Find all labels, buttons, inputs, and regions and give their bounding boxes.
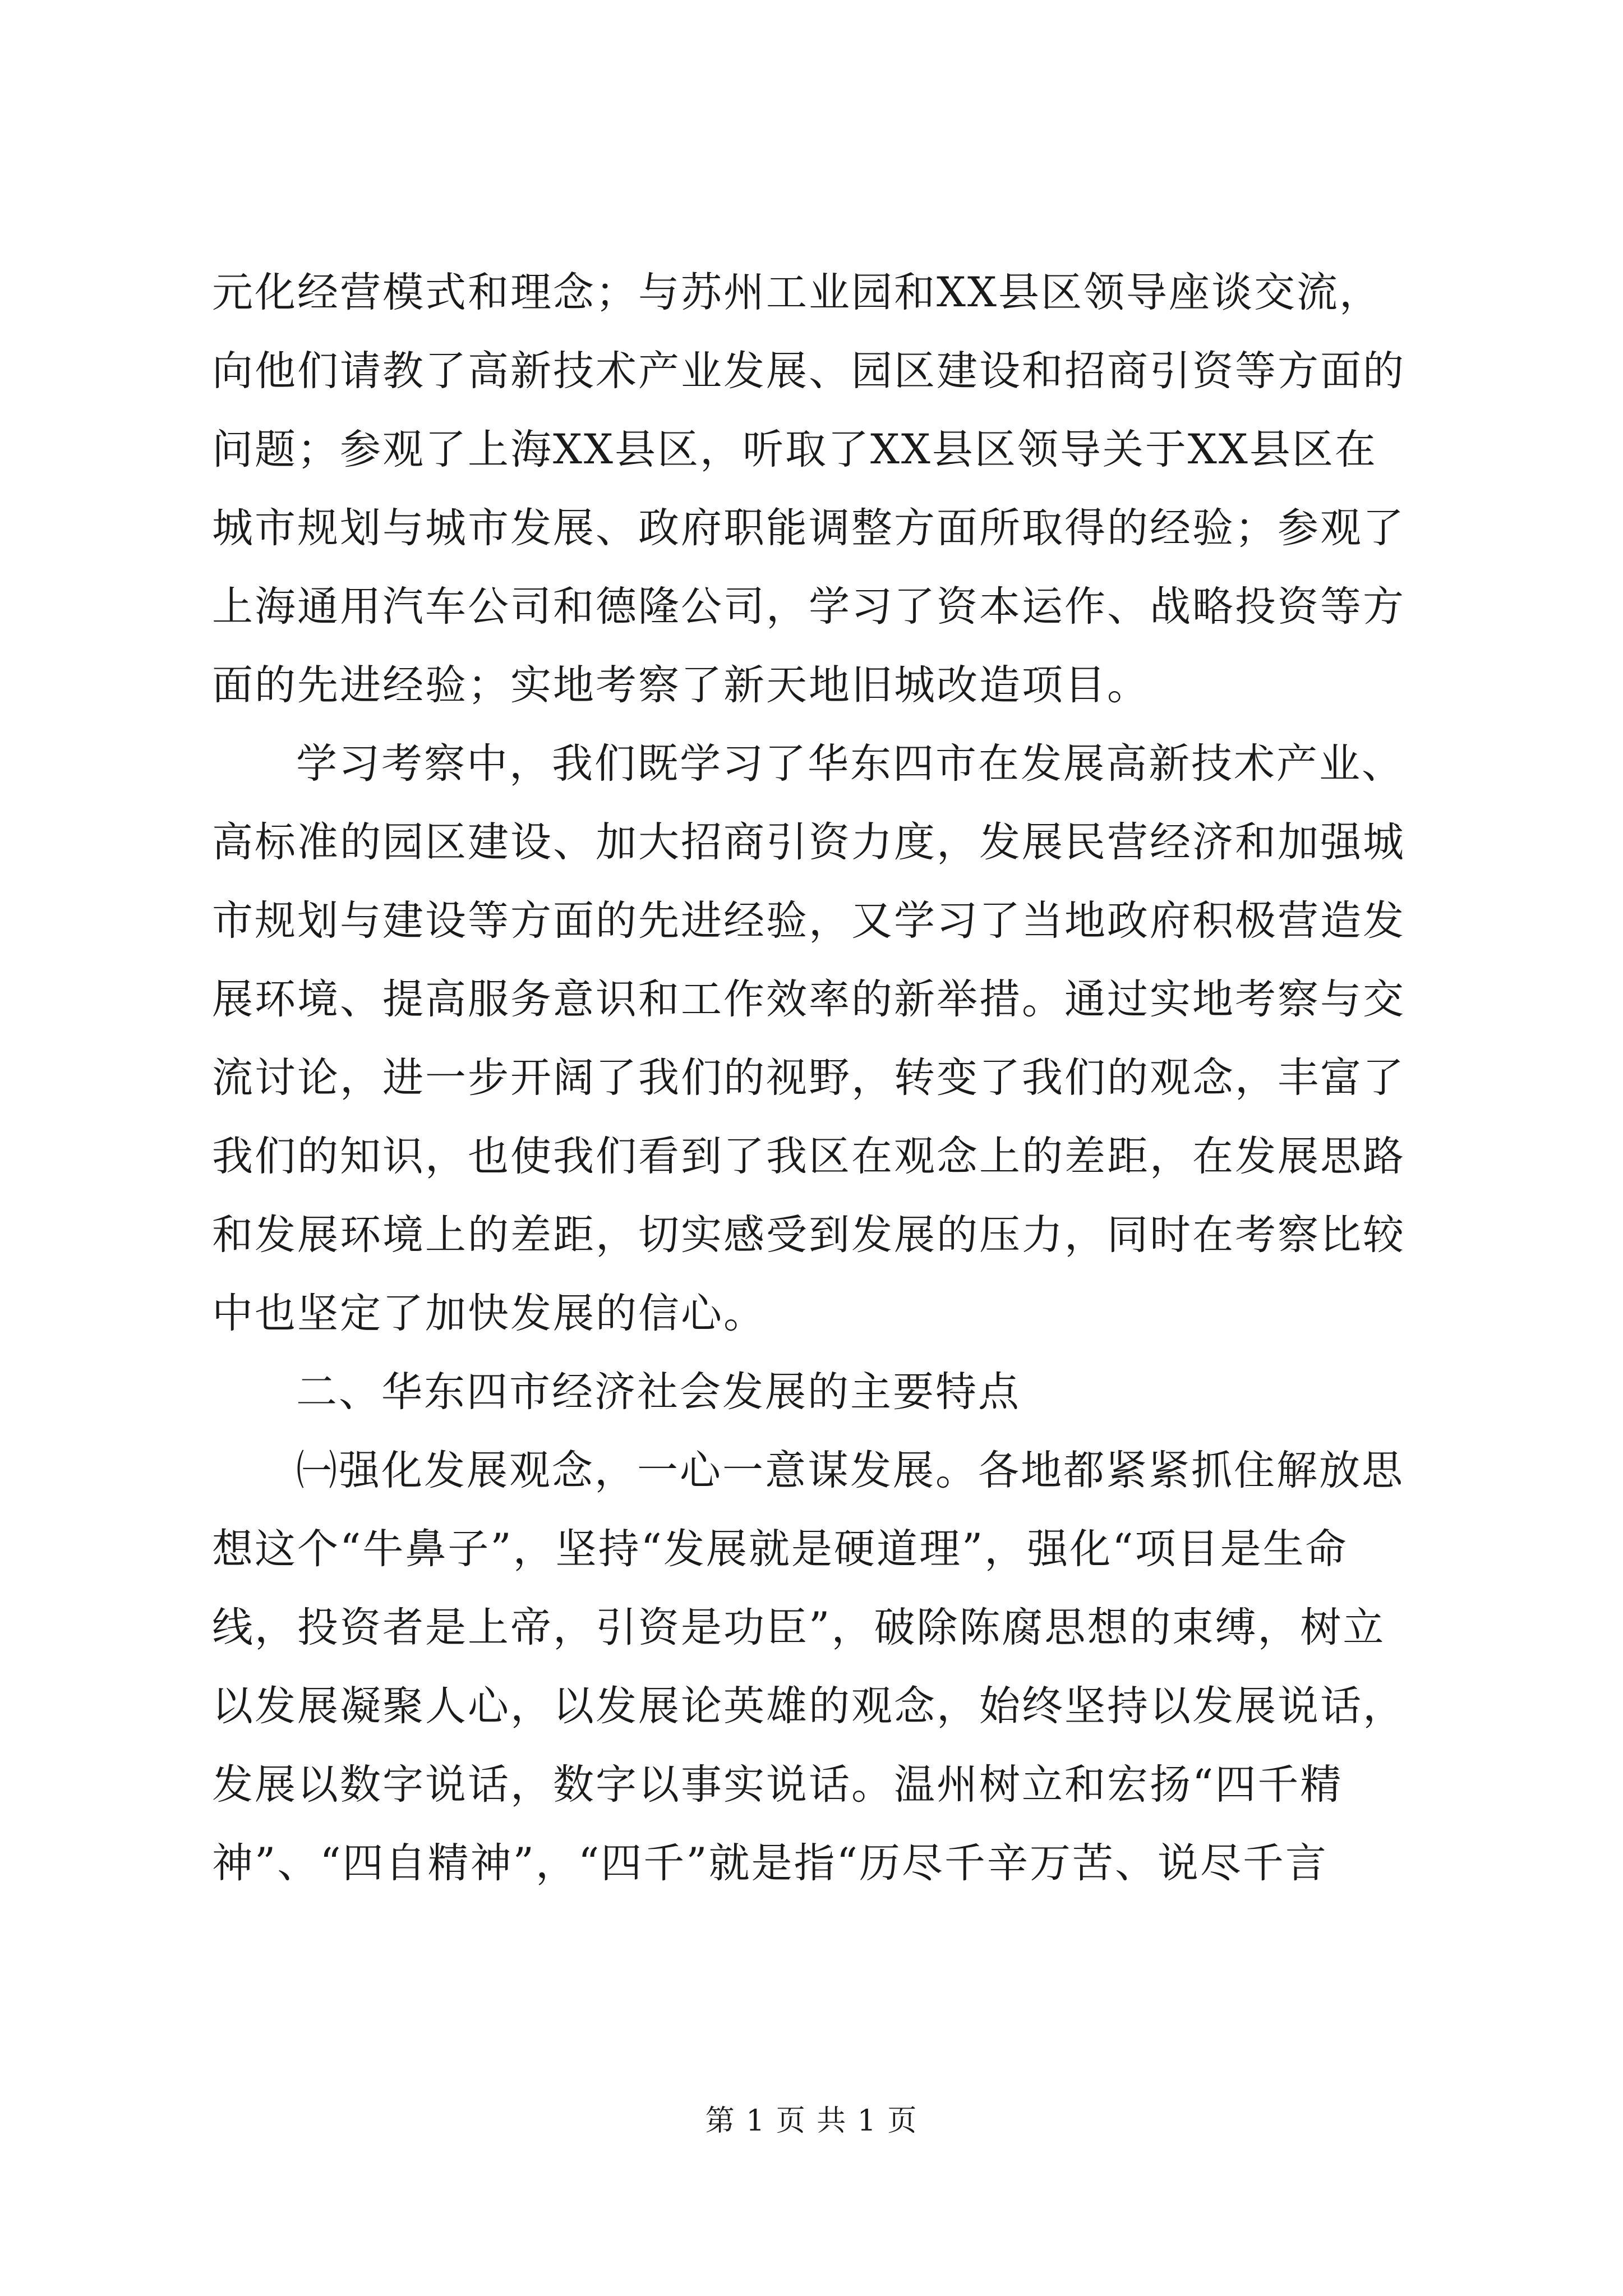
text-line-11: 流讨论，进一步开阔了我们的视野，转变了我们的观念，丰富了 [212,1054,1405,1102]
text-line-13: 和发展环境上的差距，切实感受到发展的压力，同时在考察比较 [212,1211,1405,1259]
text-line-14: 中也坚定了加快发展的信心。 [212,1290,766,1337]
paragraph-start-line: ㈠强化发展观念，一心一意谋发展。各地都紧紧抓住解放思 [296,1447,1404,1494]
paragraph-start-line: 学习考察中，我们既学习了华东四市在发展高新技术产业、 [296,740,1404,788]
text-line-18: 线，投资者是上帝，引资是功臣”，破除陈腐思想的束缚，树立 [212,1604,1386,1651]
text-line-1: 元化经营模式和理念；与苏州工业园和XX县区领导座谈交流， [212,269,1382,316]
text-line-19: 以发展凝聚人心，以发展论英雄的观念，始终坚持以发展说话， [212,1682,1405,1730]
text-line-17: 想这个“牛鼻子”，坚持“发展就是硬道理”，强化“项目是生命 [212,1525,1348,1573]
text-line-21: 神”、“四自精神”，“四千”就是指“历尽千辛万苦、说尽千言 [212,1839,1328,1887]
text-line-9: 市规划与建设等方面的先进经验，又学习了当地政府积极营造发 [212,897,1405,945]
text-line-20: 发展以数字说话，数字以事实说话。温州树立和宏扬“四千精 [212,1761,1343,1809]
text-line-6: 面的先进经验；实地考察了新天地旧城改造项目。 [212,661,1150,709]
text-line-12: 我们的知识，也使我们看到了我区在观念上的差距，在发展思路 [212,1133,1405,1180]
text-line-2: 向他们请教了高新技术产业发展、园区建设和招商引资等方面的 [212,347,1405,395]
text-line-4: 城市规划与城市发展、政府职能调整方面所取得的经验；参观了 [212,504,1405,552]
body-text [212,254,1423,1903]
text-line-3: 问题；参观了上海XX县区，听取了XX县区领导关于XX县区在 [212,426,1377,473]
page-footer: 第 1 页 共 1 页 [705,2104,918,2138]
section-heading: 二、华东四市经济社会发展的主要特点 [296,1368,1021,1416]
text-line-8: 高标准的园区建设、加大招商引资力度，发展民营经济和加强城 [212,818,1405,866]
text-line-10: 展环境、提高服务意识和工作效率的新举措。通过实地考察与交 [212,976,1405,1023]
text-line-5: 上海通用汽车公司和德隆公司，学习了资本运作、战略投资等方 [212,583,1405,631]
